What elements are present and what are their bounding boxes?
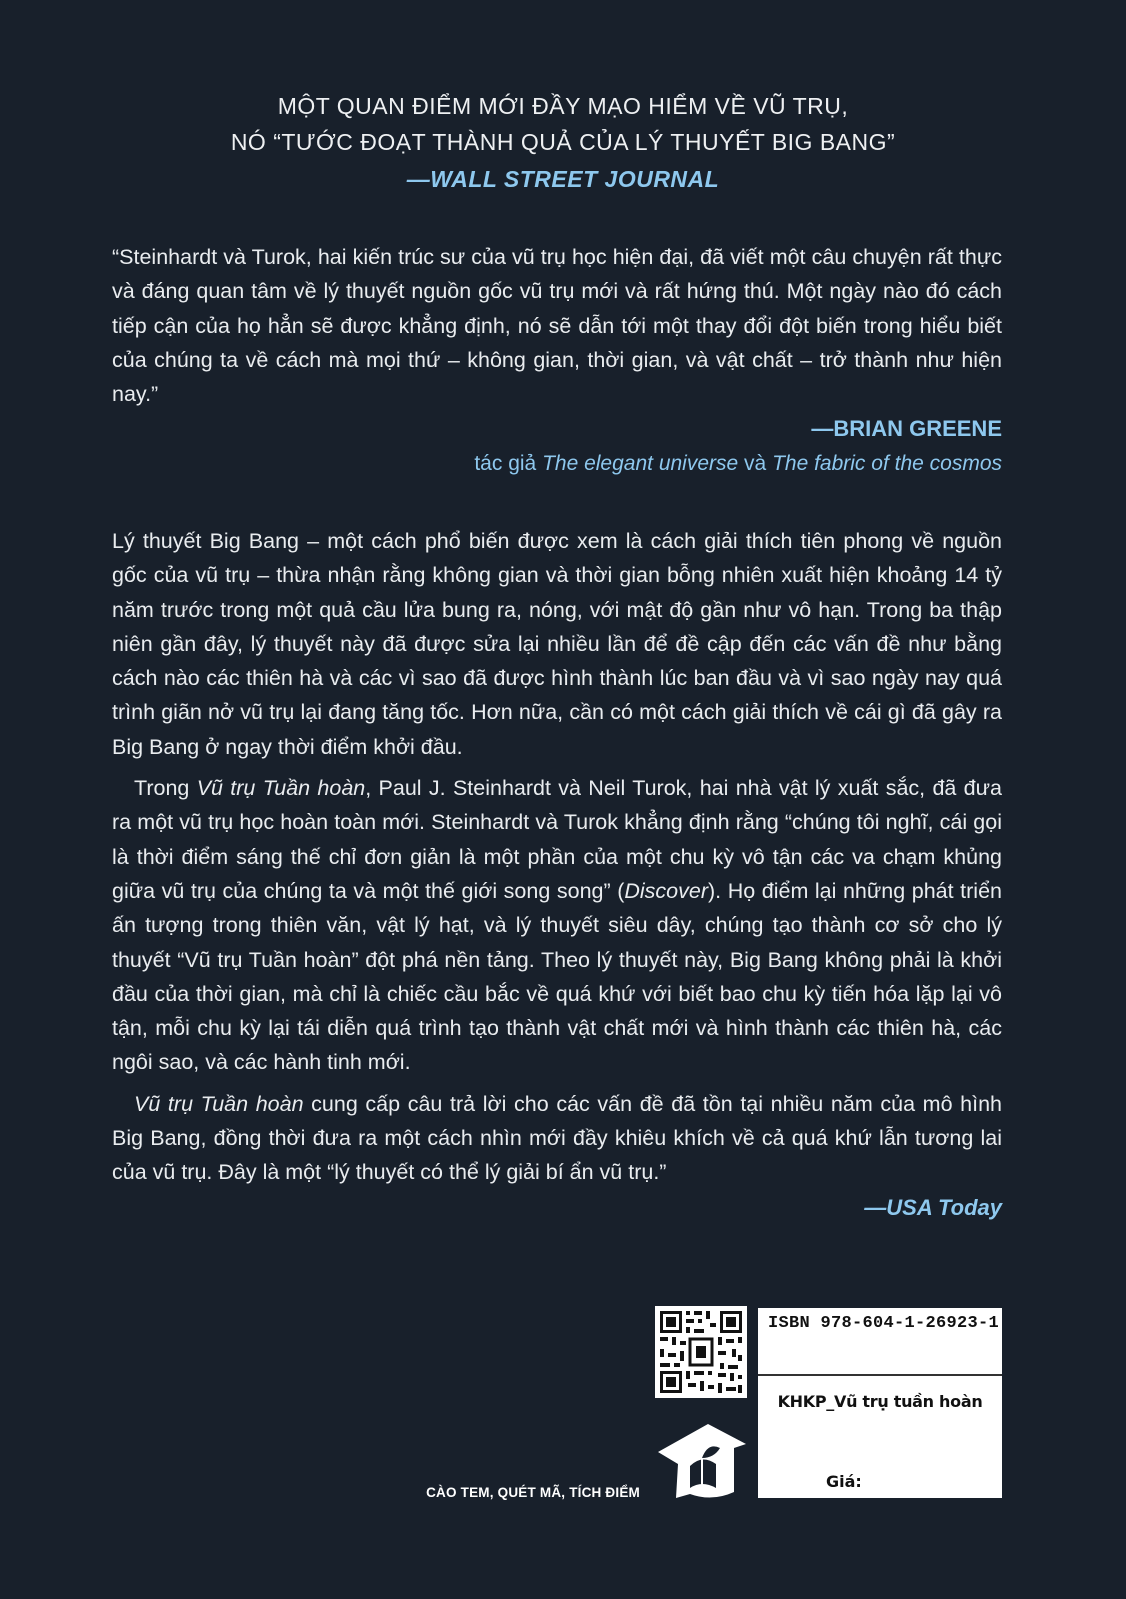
- publisher-logo-icon: [650, 1418, 754, 1506]
- blurb-paragraph-3: [112, 1087, 1002, 1190]
- price-field-label: Giá:: [826, 1472, 862, 1491]
- p2-pre: Trong: [134, 776, 197, 801]
- p2-post: ). Họ điểm lại những phát triển ấn tượng trong thiên văn, vật lý hạt, và lý thuyết siêu dây, chúng tạo thành cơ sở cho lý thuyết “Vũ trụ Tuần hoàn” đột phá nền tảng. Theo lý thuyết này, Big Bang không phải là khởi đầu của thời gian, mà chỉ là chiếc cầu bắc về quá khứ với biết bao chu kỳ tiến hóa lặp lại vô tận, mỗi chu kỳ lại tái diễn quá trình tạo thành vật chất mới và hình thành các thiên hà, các ngôi sao, và các hành tinh mới.: [112, 878, 1002, 1075]
- p2-discover: Discover: [624, 878, 709, 903]
- works-joiner: và: [738, 452, 773, 476]
- works-prefix: tác giả: [474, 452, 543, 476]
- top-quote-line-1: MỘT QUAN ĐIỂM MỚI ĐẦY MẠO HIỂM VỀ VŨ TRỤ,: [277, 93, 849, 119]
- product-code: KHKP_Vũ trụ tuần hoàn: [777, 1392, 983, 1411]
- work-title-2: The fabric of the cosmos: [772, 452, 1002, 476]
- p3-book-title: Vũ trụ Tuần hoàn: [134, 1091, 304, 1116]
- top-quote-source: —WALL STREET JOURNAL: [406, 166, 720, 192]
- top-quote: [0, 88, 1126, 198]
- greene-quote-text: “Steinhardt và Turok, hai kiến trúc sư của vũ trụ học hiện đại, đã viết một câu chuyện rất thực và đáng quan tâm về lý thuyết nguồn gốc vũ trụ mới và rất hứng thú. Một ngày nào đó cách tiếp cận của họ hẳn sẽ được khẳng định, nó sẽ dẫn tới một thay đổi đột biến trong hiểu biết của chúng ta về cách mà mọi thứ – không gian, thời gian, và vật chất – trở thành như hiện nay.”: [112, 245, 1002, 407]
- promo-text: CÀO TEM, QUÉT MÃ, TÍCH ĐIỂM: [426, 1485, 640, 1500]
- p3-post: cung cấp câu trả lời cho các vấn đề đã tồn tại nhiều năm của mô hình Big Bang, đồng thời đưa ra một cách nhìn mới đầy khiêu khích về cả quá khứ lẫn tương lai của vũ trụ. Đây là một “lý thuyết có thể lý giải bí ẩn vũ trụ.”: [112, 1091, 1002, 1185]
- price-label: [758, 1308, 1002, 1498]
- greene-quote-works: [112, 447, 1002, 481]
- greene-quote-author: —BRIAN GREENE: [811, 416, 1002, 442]
- label-divider: [758, 1374, 1002, 1376]
- blurb-body: [112, 524, 1002, 1226]
- isbn-number: ISBN 978-604-1-26923-1: [768, 1314, 1000, 1333]
- publisher-logo-graphic: [650, 1418, 754, 1506]
- p2-book-title: Vũ trụ Tuần hoàn: [196, 776, 366, 801]
- blurb-paragraph-2: [112, 771, 1002, 1080]
- qr-code-icon: [655, 1306, 747, 1398]
- usa-today-source: —USA Today: [864, 1194, 1002, 1220]
- greene-quote: [112, 240, 1002, 481]
- top-quote-line-2: NÓ “TƯỚC ĐOẠT THÀNH QUẢ CỦA LÝ THUYẾT BIG BANG”: [230, 129, 896, 155]
- p2-mid: , Paul J. Steinhardt và Neil Turok, hai nhà vật lý xuất sắc, đã đưa ra một vũ trụ học hoàn toàn mới. Steinhardt và Turok khẳng định rằng “chúng tôi nghĩ, cái gọi là thời điểm sáng thế chỉ đơn giản là một phần của một chu kỳ vô tận các va chạm khủng giữa vũ trụ của chúng ta và một thế giới song song” (: [112, 776, 1002, 903]
- work-title-1: The elegant universe: [542, 452, 739, 476]
- qr-code-graphic: [655, 1306, 747, 1398]
- blurb-paragraph-1: Lý thuyết Big Bang – một cách phổ biến được xem là cách giải thích tiên phong về nguồn gốc của vũ trụ – thừa nhận rằng không gian và thời gian bỗng nhiên xuất hiện khoảng 14 tỷ năm trước trong một quả cầu lửa bung ra, nóng, với mật độ gần như vô hạn. Trong ba thập niên gần đây, lý thuyết này đã được sửa lại nhiều lần để đề cập đến các vấn đề như bằng cách nào các thiên hà và các vì sao đã được hình thành lúc ban đầu và vì sao ngày nay quá trình giãn nở vũ trụ lại đang tăng tốc. Hơn nữa, cần có một cách giải thích về cái gì đã gây ra Big Bang ở ngay thời điểm khởi đầu.: [112, 529, 1002, 759]
